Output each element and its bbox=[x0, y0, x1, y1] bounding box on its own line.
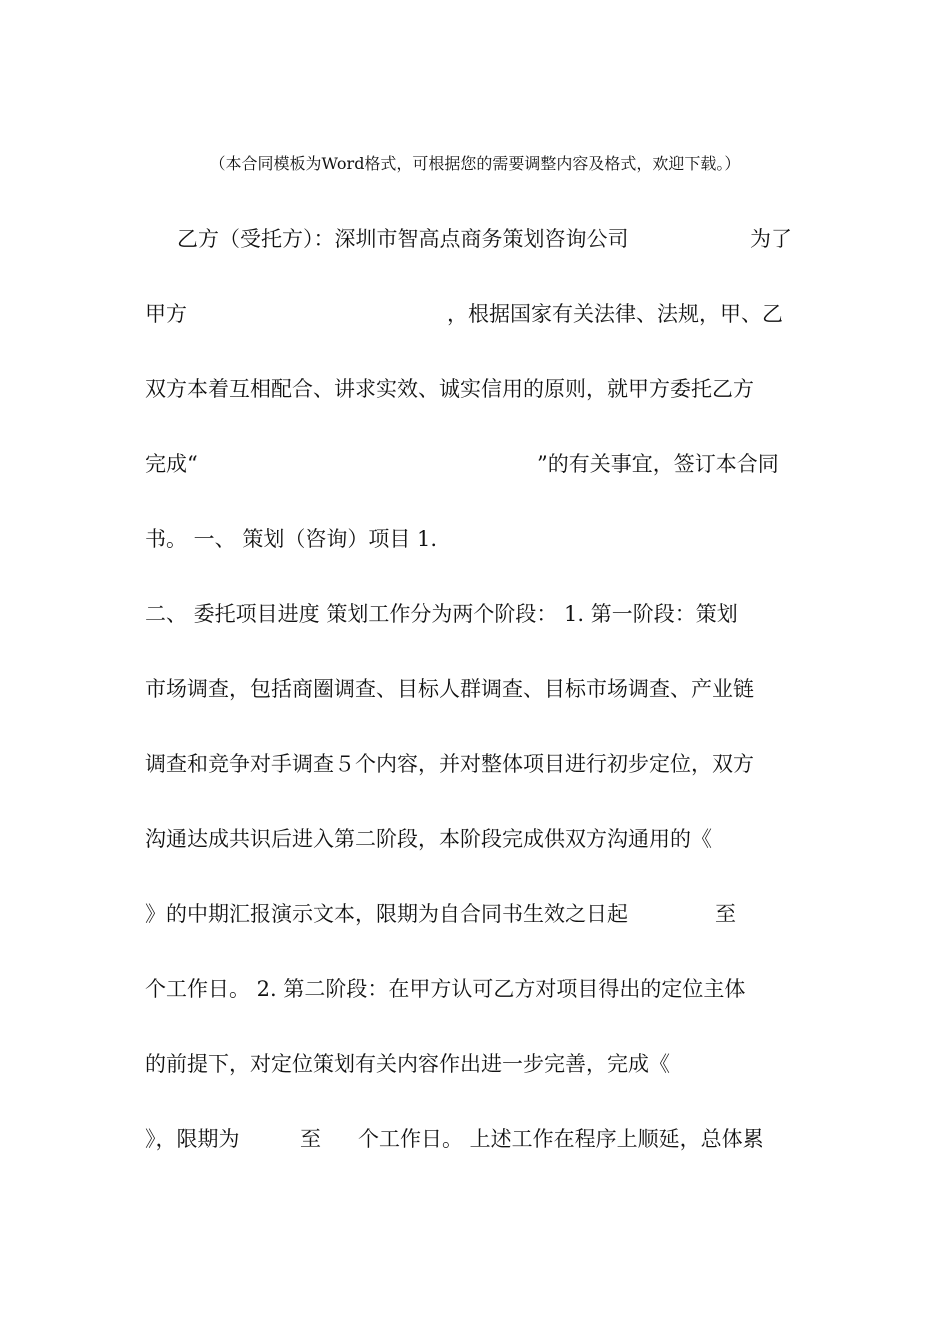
line-13-head: 》，限期为 bbox=[145, 1127, 240, 1151]
line-7-text: 市场调查，包括商圈调查、目标人群调查、目标市场调查、产业链 bbox=[145, 677, 754, 701]
line-6-text: 二、 委托项目进度 策划工作分为两个阶段： 1. 第一阶段：策划 bbox=[145, 602, 738, 626]
line-4-head: 完成“ bbox=[145, 452, 198, 476]
contract-line-13 bbox=[145, 1121, 805, 1157]
contract-line-5 bbox=[145, 521, 805, 557]
line-8-text: 调查和竞争对手调查５个内容，并对整体项目进行初步定位，双方 bbox=[145, 752, 754, 776]
line-13-mid: 至 bbox=[300, 1127, 321, 1151]
party-b-text: 乙方（受托方）：深圳市智高点商务策划咨询公司 bbox=[177, 227, 629, 251]
contract-line-12 bbox=[145, 1046, 805, 1082]
contract-line-4 bbox=[145, 446, 805, 482]
template-note: （本合同模板为Word格式，可根据您的需要调整内容及格式，欢迎下载。） bbox=[209, 154, 741, 173]
contract-line-8 bbox=[145, 746, 805, 782]
line-2-tail: ，根据国家有关法律、法规，甲、乙 bbox=[447, 302, 783, 326]
line-13-tail: 个工作日。 上述工作在程序上顺延，总体累 bbox=[358, 1127, 764, 1151]
line-5-text: 书。 一、 策划（咨询）项目 1. bbox=[145, 527, 438, 551]
contract-line-11 bbox=[145, 971, 805, 1007]
contract-line-1 bbox=[145, 221, 805, 257]
line-10-tail: 至 bbox=[715, 902, 736, 926]
line-11-text: 个工作日。 2. 第二阶段：在甲方认可乙方对项目得出的定位主体 bbox=[145, 977, 746, 1001]
contract-line-6 bbox=[145, 596, 805, 632]
line-9-text: 沟通达成共识后进入第二阶段，本阶段完成供双方沟通用的《 bbox=[145, 827, 712, 851]
contract-line-10 bbox=[145, 896, 805, 932]
line-10-head: 》的中期汇报演示文本，限期为自合同书生效之日起 bbox=[145, 902, 628, 926]
party-a-label: 甲方 bbox=[145, 302, 187, 326]
contract-line-9 bbox=[145, 821, 805, 857]
line-3-text: 双方本着互相配合、讲求实效、诚实信用的原则，就甲方委托乙方 bbox=[145, 377, 754, 401]
contract-line-3 bbox=[145, 371, 805, 407]
contract-line-7 bbox=[145, 671, 805, 707]
contract-line-2 bbox=[145, 296, 805, 332]
line-4-tail: ”的有关事宜，签订本合同 bbox=[537, 452, 779, 476]
line-12-text: 的前提下，对定位策划有关内容作出进一步完善，完成《 bbox=[145, 1052, 670, 1076]
line-1-tail: 为了 bbox=[750, 227, 792, 251]
